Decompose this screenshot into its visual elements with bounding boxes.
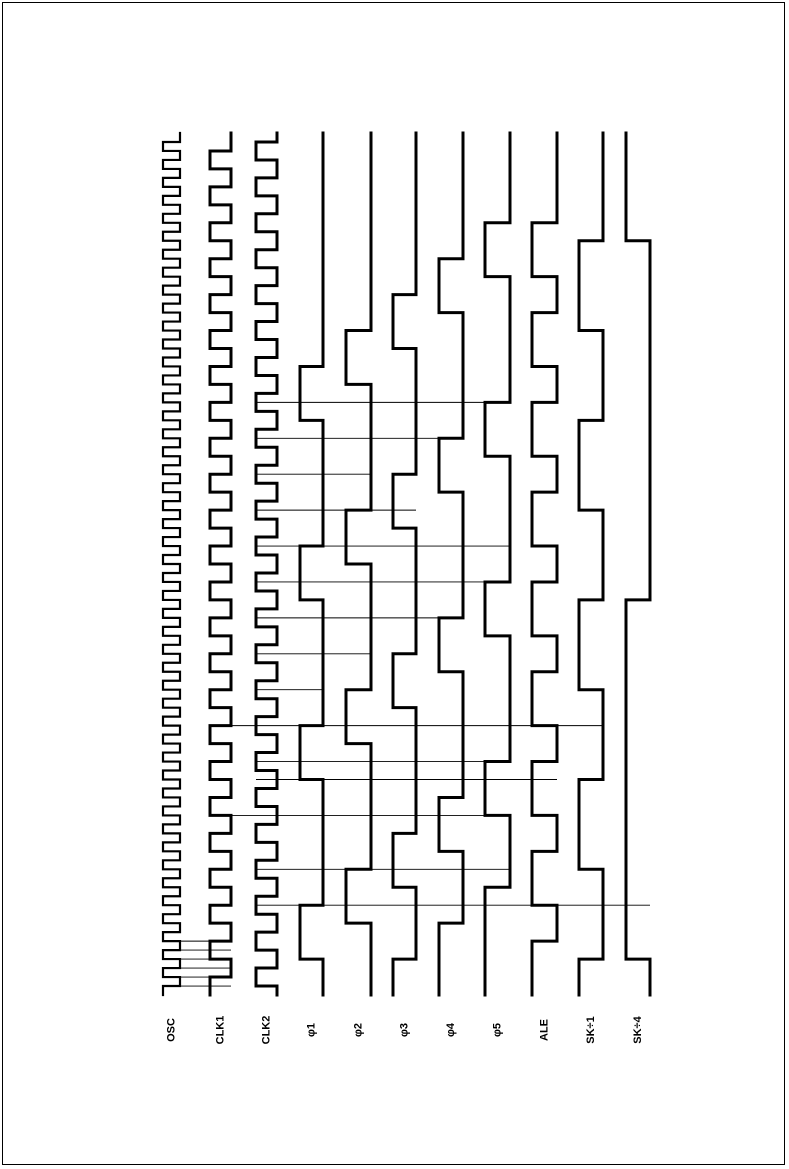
phi4-label: φ4 — [445, 1023, 457, 1037]
phi1-label: φ1 — [305, 1023, 318, 1037]
phi3-label: φ3 — [398, 1023, 411, 1037]
osc-waveform — [163, 133, 180, 995]
osc-label: OSC — [165, 1018, 178, 1042]
phi2-waveform — [346, 133, 371, 995]
sk1-label: SK÷1 — [585, 1016, 597, 1044]
waveforms — [163, 133, 650, 995]
signal-labels — [166, 1015, 645, 1044]
ale-waveform — [532, 133, 557, 995]
phi2-label: φ2 — [352, 1023, 365, 1037]
sk1-waveform — [579, 133, 603, 995]
phi4-waveform — [439, 133, 463, 995]
clk2-waveform — [256, 133, 277, 995]
ale-label: ALE — [538, 1019, 551, 1041]
phi3-waveform — [393, 133, 416, 995]
sk4-waveform — [626, 133, 650, 995]
phi5-label: φ5 — [491, 1023, 504, 1037]
reference-lines — [163, 402, 650, 986]
sk4-label: SK÷4 — [632, 1016, 644, 1044]
clk2-label: CLK2 — [260, 1015, 273, 1045]
phi1-waveform — [300, 133, 323, 995]
phi5-waveform — [485, 133, 510, 995]
clk1-waveform — [210, 133, 231, 995]
clk1-label: CLK1 — [214, 1015, 227, 1045]
